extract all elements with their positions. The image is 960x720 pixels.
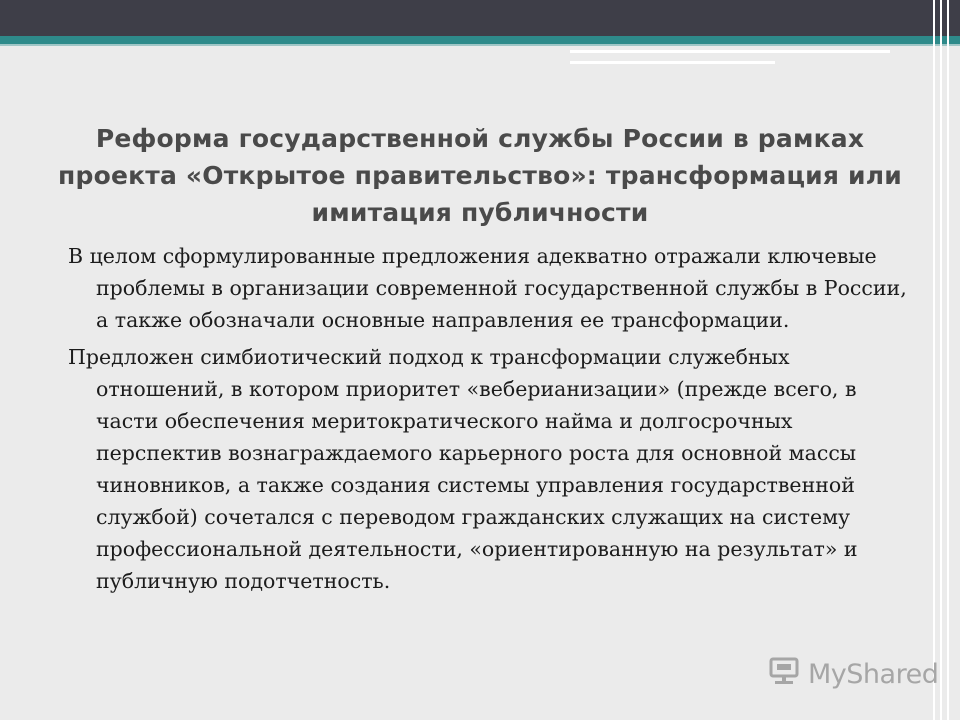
- decorative-vertical-line: [933, 0, 935, 720]
- myshared-logo-icon: [768, 656, 802, 693]
- paragraph: В целом сформулированные предложения адекватно отражали ключевые проблемы в организации современной государственной службы в России, а также обозначали основные направления ее трансформации.: [68, 244, 907, 332]
- slide-title: Реформа государственной службы России в рамках проекта «Открытое правительство»: трансформация или имитация публичности: [58, 124, 902, 227]
- decorative-bar: [570, 61, 775, 64]
- decorative-bar: [570, 50, 890, 53]
- decorative-vertical-line: [940, 0, 942, 720]
- watermark: [768, 654, 938, 694]
- header-band: [0, 0, 960, 36]
- accent-stripe: [0, 36, 960, 44]
- accent-stripe-light: [0, 44, 960, 46]
- watermark-text: MyShared: [808, 658, 939, 690]
- decorative-vertical-line: [947, 0, 949, 720]
- slide-body: [68, 240, 920, 602]
- paragraph: Предложен симбиотический подход к трансформации служебных отношений, в котором приоритет «веберианизации» (прежде всего, в части обеспечения меритократического найма и долгосрочных перспектив вознаграждаемого карьерного роста для основной массы чиновников, а также создания системы управления государственной службой) сочетался с переводом гражданских служащих на систему профессиональной деятельности, «ориентированную на результат» и публичную подотчетность.: [68, 345, 858, 593]
